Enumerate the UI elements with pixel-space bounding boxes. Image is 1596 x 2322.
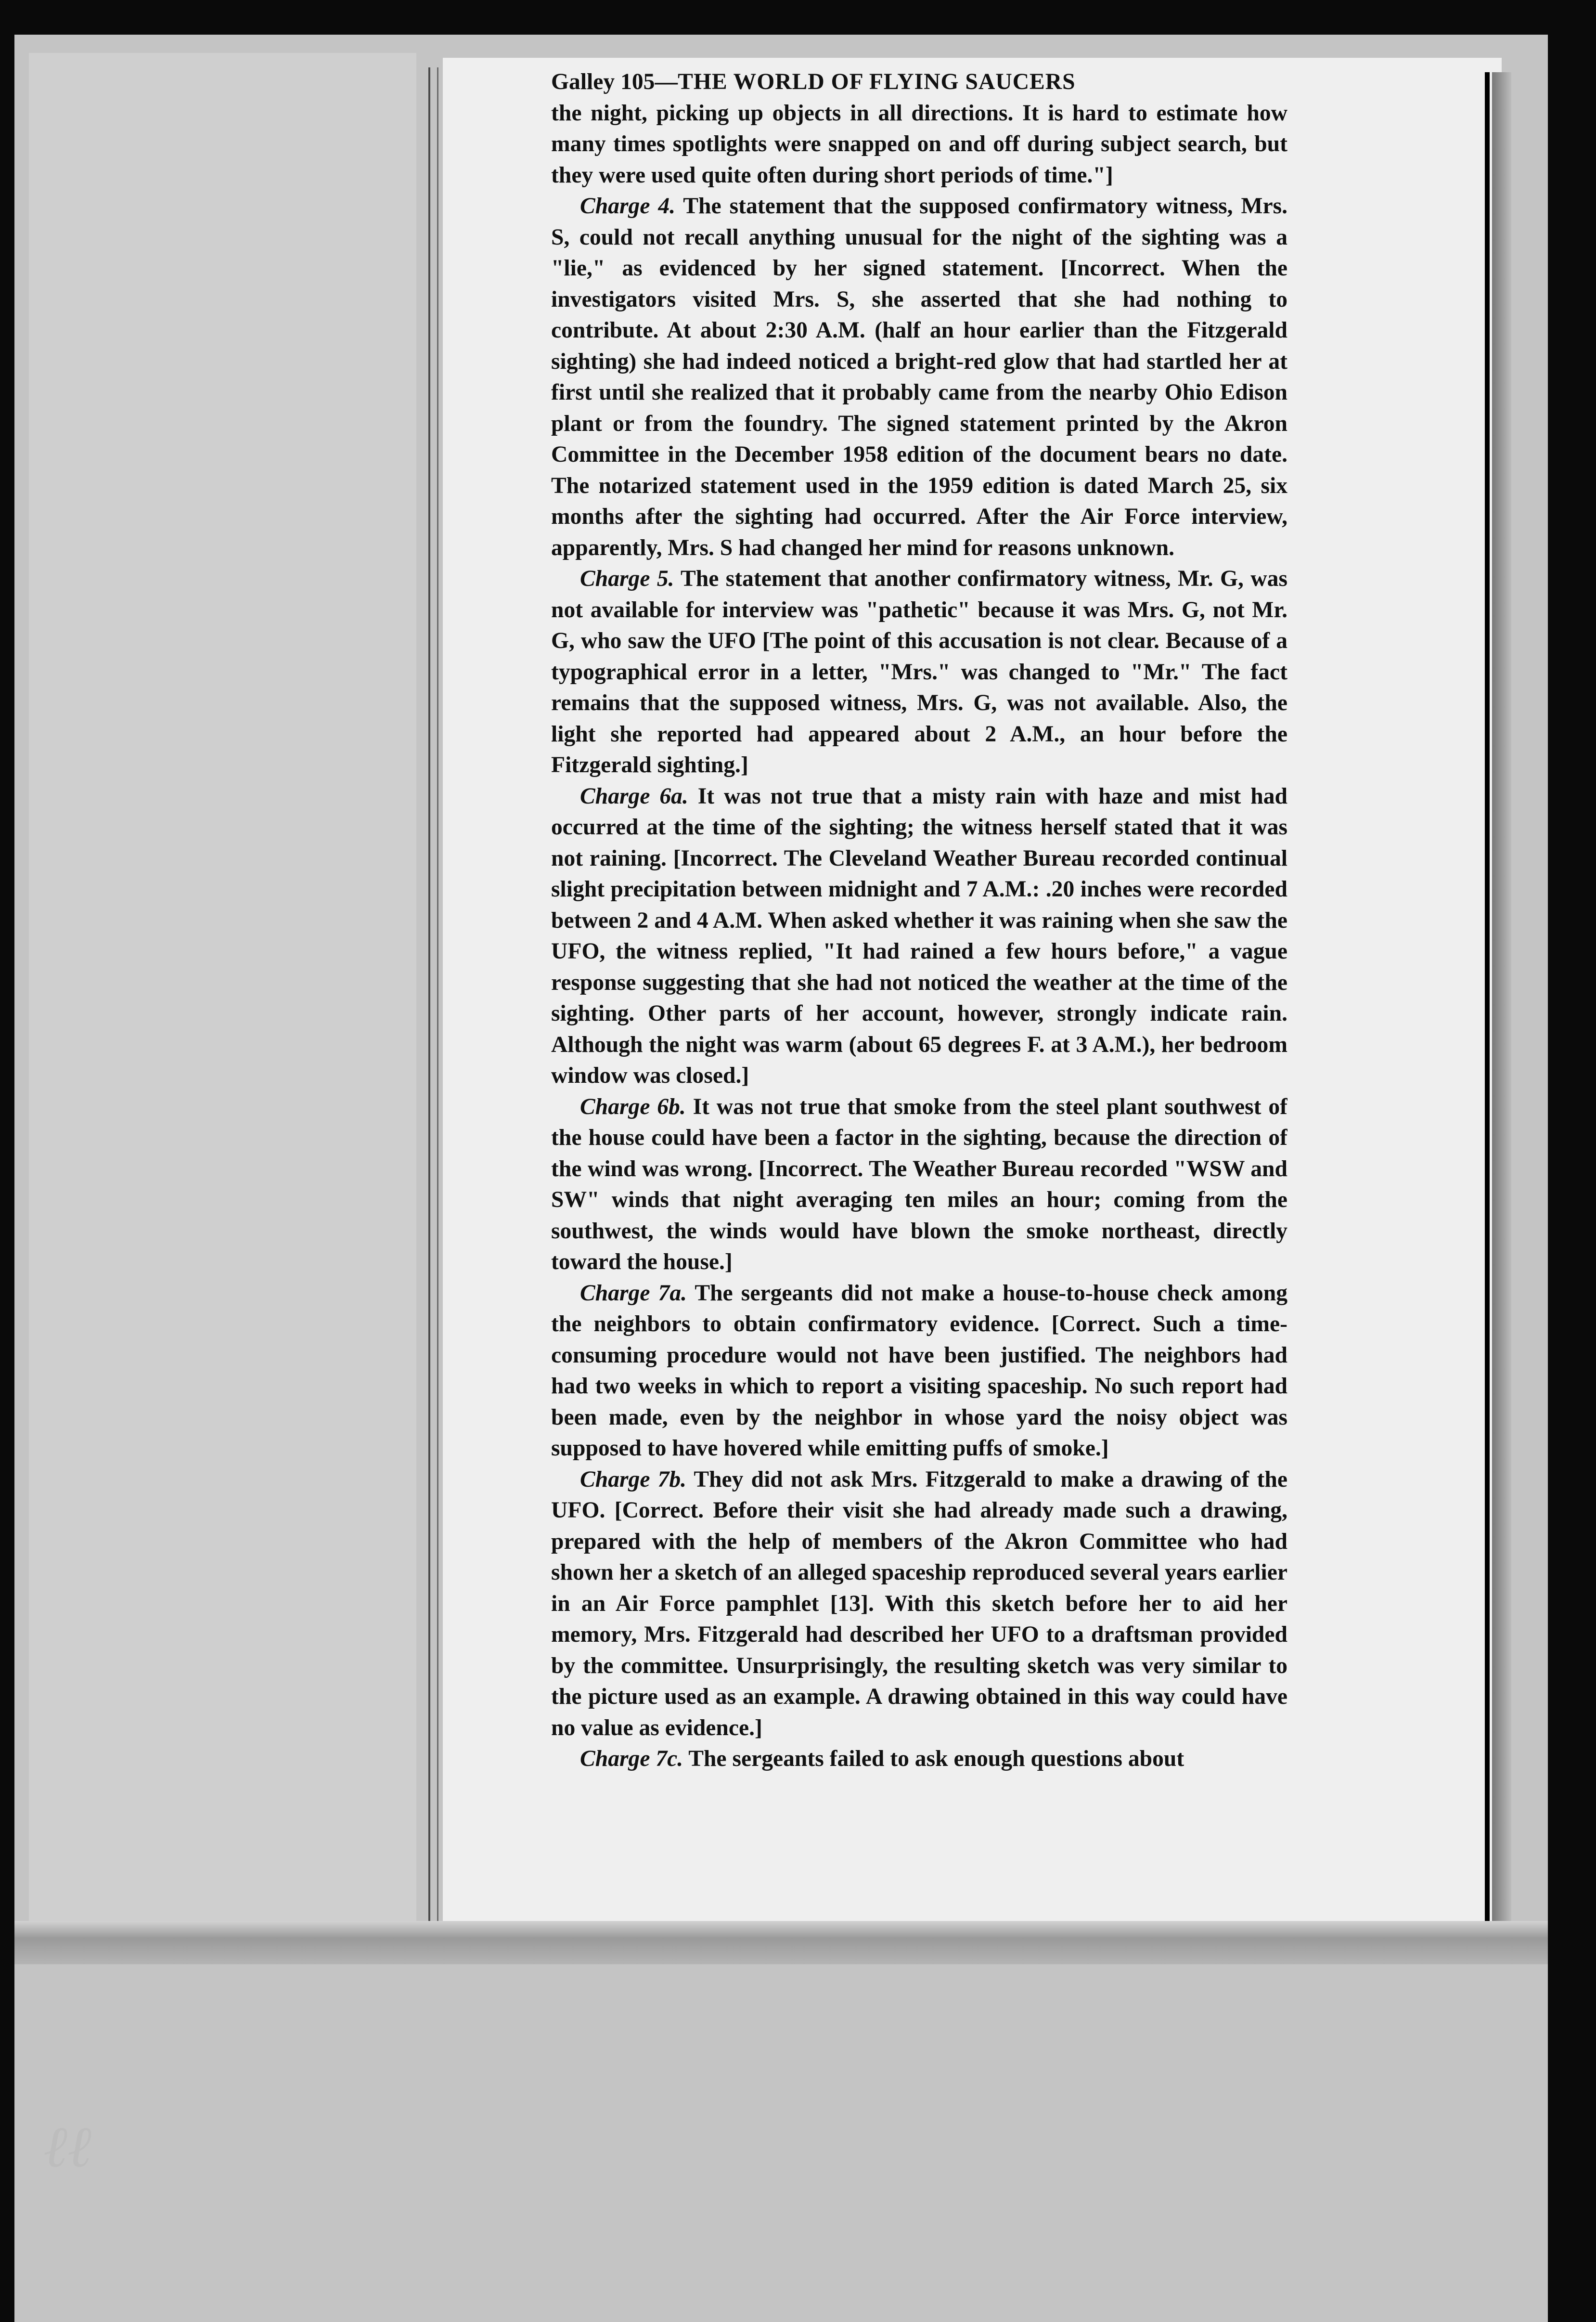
paragraph-charge-6b <box>551 1091 1287 1278</box>
paragraph-text: the night, picking up objects in all directions. It is hard to estimate how many times spotlights were snapped on and off during subject search, but they were used quite often during short periods of time."] <box>551 100 1287 188</box>
charge-label: Charge 5. <box>580 566 674 591</box>
paragraph-charge-7c-cutoff <box>551 1743 1287 1775</box>
paragraph-text: It was not true that a misty rain with haze and mist had occurred at the time of the sighting; the witness herself stated that it was not raining. [Incorrect. The Cleveland Weather Bureau recorded continual slight precipitation between midnight and 7 A.M.: .20 inches were recorded between 2 and 4 A.M. When asked whether it was raining when she saw the UFO, the witness replied, "It had rained a few hours before," a vague response suggesting that she had not noticed the weather at the time of the sighting. Other parts of her account, however, strongly indicate rain. Although the night was warm (about 65 degrees F. at 3 A.M.), her bedroom window was closed.] <box>551 783 1287 1088</box>
galley-header <box>551 66 1287 98</box>
paragraph-charge-5 <box>551 563 1287 781</box>
galley-number: Galley 105— <box>551 69 678 94</box>
charge-label: Charge 7a. <box>580 1280 687 1306</box>
galley-title: THE WORLD OF FLYING SAUCERS <box>678 69 1076 94</box>
sheet-shadow <box>1492 72 1511 1935</box>
paragraph-charge-4 <box>551 191 1287 563</box>
paragraph-text: The statement that the supposed confirmatory witness, Mrs. S, could not recall anything unusual for the night of the sighting was a "lie," as evidenced by her signed statement. [Incorrect. When the investigators visited Mrs. S, she asserted that she had nothing to contribute. At about 2:30 A.M. (half an hour earlier than the Fitzgerald sighting) she had indeed noticed a bright-red glow that had startled her at first until she realized that it probably came from the nearby Ohio Edison plant or from the foundry. The signed statement printed by the Akron Committee in the December 1958 edition of the document bears no date. The notarized statement used in the 1959 edition is dated March 25, six months after the sighting had occurred. After the Air Force interview, apparently, Mrs. S had changed her mind for reasons unknown. <box>551 194 1287 560</box>
mount-rule-line <box>428 67 430 1964</box>
charge-label: Charge 6a. <box>580 783 688 809</box>
charge-label: Charge 7b. <box>580 1466 687 1492</box>
paragraph-charge-7a <box>551 1278 1287 1464</box>
charge-label: Charge 7c. <box>580 1746 683 1771</box>
mount-rule-line-inner <box>437 67 438 1945</box>
paragraph-charge-6a <box>551 781 1287 1091</box>
charge-label: Charge 6b. <box>580 1094 686 1119</box>
paragraph-charge-7b <box>551 1464 1287 1744</box>
sheet-edge <box>1485 72 1490 1931</box>
charge-label: Charge 4. <box>580 194 676 219</box>
paragraph-text: The sergeants failed to ask enough questions about <box>683 1746 1184 1771</box>
pencil-scribble: ℓℓ <box>43 2114 91 2180</box>
paragraph-text: They did not ask Mrs. Fitzgerald to make a drawing of the UFO. [Correct. Before their visit she had already made such a drawing, prepared with the help of members of the Akron Committee who had shown her a sketch of an alleged spaceship reproduced several years earlier in an Air Force pamphlet [13]. With this sketch before her to aid her memory, Mrs. Fitzgerald had described her UFO to a draftsman provided by the committee. Unsurprisingly, the resulting sketch was very similar to the picture used as an example. A drawing obtained in this way could have no value as evidence.] <box>551 1466 1287 1740</box>
galley-text-column <box>551 66 1287 1934</box>
left-mount-panel <box>29 53 416 1921</box>
paragraph-text: The statement that another confirmatory witness, Mr. G, was not available for interview was "pathetic" because it was Mrs. G, not Mr. G, who saw the UFO [The point of this accusation is not clear. Because of a typographical error in a letter, "Mrs." was changed to "Mr." The fact remains that the supposed witness, Mrs. G, was not available. Also, the light she reported had appeared about 2 A.M., an hour before the Fitzgerald sighting.] <box>551 566 1287 778</box>
paragraph-continuation <box>551 98 1287 191</box>
paragraph-text: The sergeants did not make a house-to-house check among the neighbors to obtain confirmatory evidence. [Correct. Such a time-consuming procedure would not have been justified. The neighbors had had two weeks in which to report a visiting spaceship. No such report had been made, even by the neighbor in whose yard the noisy object was supposed to have hovered while emitting puffs of smoke.] <box>551 1280 1287 1461</box>
paragraph-text: It was not true that smoke from the steel plant southwest of the house could have been a factor in the sighting, because the direction of the wind was wrong. [Incorrect. The Weather Bureau recorded "WSW and SW" winds that night averaging ten miles an hour; coming from the southwest, the winds would have blown the smoke northeast, directly toward the house.] <box>551 1094 1287 1274</box>
